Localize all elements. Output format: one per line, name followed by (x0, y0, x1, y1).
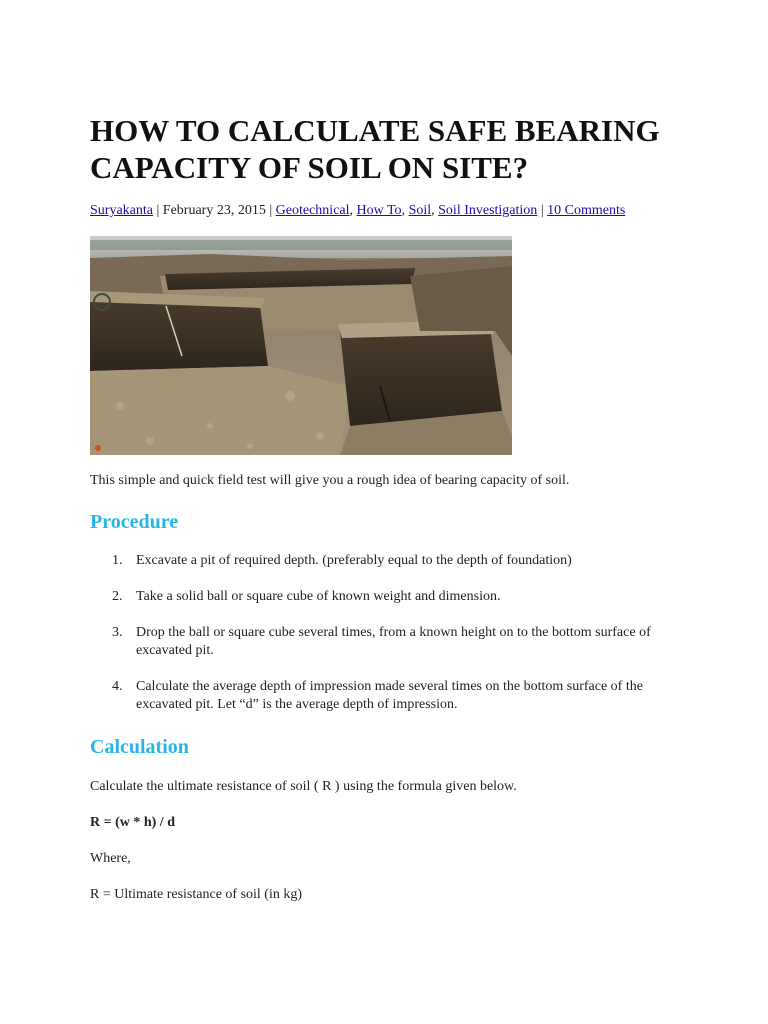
intro-paragraph: This simple and quick field test will give you a rough idea of bearing capacity of soil. (90, 473, 570, 488)
procedure-step: 4. Calculate the average depth of impression made several times on the bottom surface of the excavated pit. Let “d” is the average depth of impression. (112, 679, 643, 712)
calculation-intro: Calculate the ultimate resistance of soil ( R ) using the formula given below. (90, 779, 517, 794)
excavated-pit-photo (90, 236, 512, 455)
comments-link[interactable]: 10 Comments (547, 203, 626, 218)
category-link-how-to[interactable]: How To (356, 203, 402, 218)
procedure-steps (90, 552, 690, 732)
author-link[interactable]: Suryakanta (90, 203, 153, 218)
definition-r: R = Ultimate resistance of soil (in kg) (90, 887, 303, 902)
category-link-geotechnical[interactable]: Geotechnical (275, 203, 350, 218)
article-meta: Suryakanta | February 23, 2015 | Geotechnical, How To, Soil, Soil Investigation | 10 Comments (90, 203, 626, 218)
meta-separator: | (269, 203, 276, 218)
meta-separator: | (540, 203, 548, 218)
article-title: HOW TO CALCULATE SAFE BEARING CAPACITY OF SOIL ON SITE? (90, 113, 660, 185)
calculation-heading: Calculation (90, 736, 189, 758)
procedure-step: 3. Drop the ball or square cube several times, from a known height on to the bottom surface of excavated pit. (112, 625, 651, 658)
category-link-soil-investigation[interactable]: Soil Investigation (438, 203, 538, 218)
procedure-step: 1. Excavate a pit of required depth. (preferably equal to the depth of foundation) (112, 553, 572, 568)
formula: R = (w * h) / d (90, 815, 175, 830)
meta-separator: | (156, 203, 163, 218)
post-date: February 23, 2015 (162, 203, 266, 218)
where-label: Where, (90, 851, 131, 866)
procedure-step: 2. Take a solid ball or square cube of known weight and dimension. (112, 589, 501, 604)
category-link-soil[interactable]: Soil (408, 203, 432, 218)
procedure-heading: Procedure (90, 511, 179, 533)
